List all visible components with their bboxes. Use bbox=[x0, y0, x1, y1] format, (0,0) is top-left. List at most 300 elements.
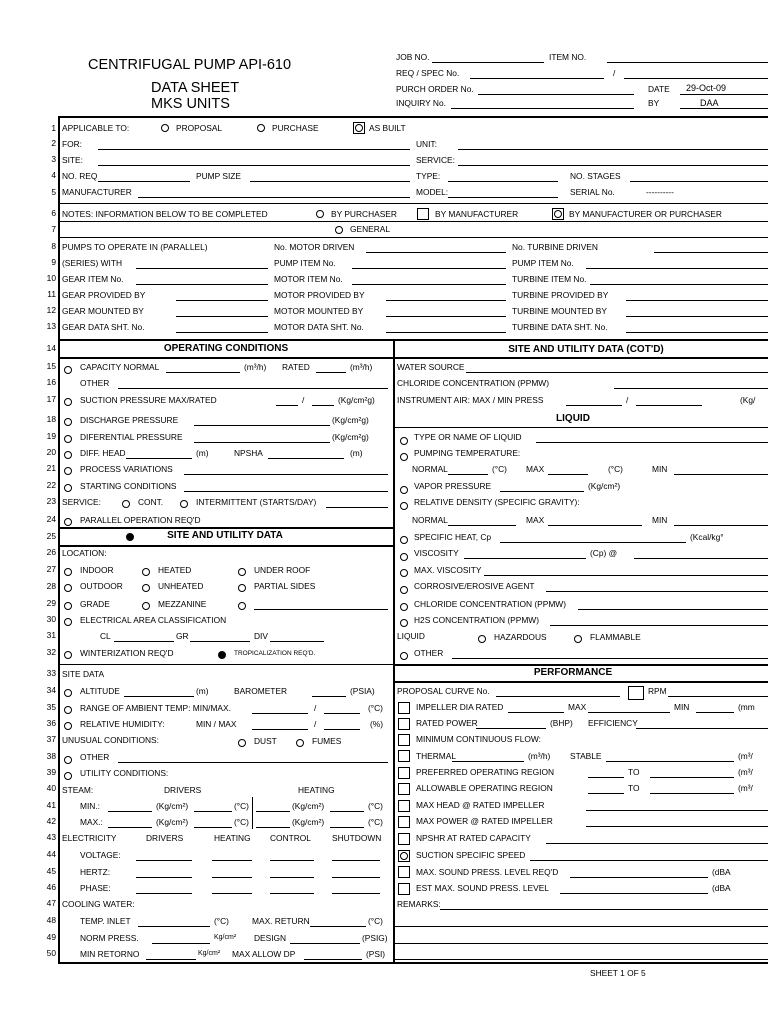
unit-label: UNIT: bbox=[416, 139, 437, 149]
max-power-label: MAX POWER @ RATED IMPELLER bbox=[416, 816, 553, 826]
line-number: 5 bbox=[51, 187, 56, 197]
m3h-unit: (m³/h) bbox=[244, 362, 267, 372]
gear-data-field[interactable] bbox=[176, 332, 268, 333]
vapor-pressure-radio[interactable] bbox=[400, 486, 408, 494]
inquiry-label: INQUIRY No. bbox=[396, 98, 446, 108]
line-number: 4 bbox=[51, 170, 56, 180]
degc-unit-r2: (°C) bbox=[608, 464, 623, 474]
max-density-field[interactable] bbox=[548, 525, 642, 526]
tropicalization-radio[interactable] bbox=[218, 651, 226, 659]
grade-radio[interactable] bbox=[64, 602, 72, 610]
proposal-curve-field[interactable] bbox=[496, 696, 620, 697]
heated-radio[interactable] bbox=[142, 568, 150, 576]
kgcm2g-unit: (Kg/cm²g) bbox=[338, 395, 375, 405]
normal-temp-field[interactable] bbox=[448, 474, 488, 475]
corrosive-field[interactable] bbox=[546, 591, 768, 592]
hertz-drivers-field[interactable] bbox=[136, 877, 192, 878]
utility-conditions-radio[interactable] bbox=[64, 772, 72, 780]
instrument-air-max-field[interactable] bbox=[566, 405, 622, 406]
rated-field[interactable] bbox=[316, 372, 346, 373]
viscosity-field[interactable] bbox=[464, 558, 586, 559]
site-field[interactable] bbox=[98, 165, 410, 166]
steam-min-driver-temp-field[interactable] bbox=[194, 811, 232, 812]
m3-unit-cut: (m³/ bbox=[738, 751, 753, 761]
discharge-pressure-radio[interactable] bbox=[64, 418, 72, 426]
steam-min-heat-temp-field[interactable] bbox=[330, 811, 364, 812]
h2s-radio[interactable] bbox=[400, 619, 408, 627]
hertz-shutdown-field[interactable] bbox=[332, 877, 380, 878]
phase-control-field[interactable] bbox=[270, 893, 314, 894]
proposal-radio[interactable] bbox=[161, 124, 169, 132]
gear-item-label: GEAR ITEM No. bbox=[62, 274, 124, 284]
specific-heat-label: SPECIFIC HEAT, Cp bbox=[414, 532, 492, 542]
range-ambient-min-field[interactable] bbox=[252, 713, 308, 714]
normal-density-field[interactable] bbox=[448, 525, 516, 526]
inquiry-field[interactable] bbox=[451, 108, 634, 109]
preferred-region-checkbox[interactable] bbox=[398, 767, 410, 779]
diff-head-field[interactable] bbox=[126, 458, 192, 459]
suction-pressure-max-field[interactable] bbox=[276, 405, 298, 406]
impeller-min-field[interactable] bbox=[696, 712, 734, 713]
remarks-line-2[interactable] bbox=[395, 926, 768, 927]
suction-specific-field[interactable] bbox=[530, 860, 768, 861]
impeller-max-label: MAX bbox=[568, 702, 587, 712]
electrical-area-radio[interactable] bbox=[64, 618, 72, 626]
kgcm2-unit-2: (Kg/cm²) bbox=[292, 801, 325, 811]
chloride-field[interactable] bbox=[614, 388, 768, 389]
line-number: 49 bbox=[46, 932, 56, 942]
remarks-line-3[interactable] bbox=[395, 943, 768, 944]
voltage-shutdown-field[interactable] bbox=[332, 860, 380, 861]
min-temp-field[interactable] bbox=[674, 474, 768, 475]
line-number: 39 bbox=[46, 767, 56, 777]
max-return-field[interactable] bbox=[310, 926, 366, 927]
req-spec-field[interactable] bbox=[470, 78, 604, 79]
relative-humidity-max-field[interactable] bbox=[324, 729, 360, 730]
req-spec-field-2[interactable] bbox=[624, 78, 768, 79]
motor-driven-field[interactable] bbox=[366, 252, 506, 253]
max-sound-label: MAX. SOUND PRESS. LEVEL REQ'D bbox=[416, 867, 559, 877]
differential-pressure-field[interactable] bbox=[194, 442, 330, 443]
date-label: DATE bbox=[648, 84, 670, 94]
est-sound-checkbox[interactable] bbox=[398, 883, 410, 895]
motor-provided-field[interactable] bbox=[386, 300, 506, 301]
line-number: 18 bbox=[46, 414, 56, 424]
cont-radio[interactable] bbox=[122, 500, 130, 508]
steam-drivers-label: DRIVERS bbox=[164, 785, 202, 795]
preferred-region-label: PREFERRED OPERATING REGION bbox=[416, 767, 555, 777]
gr-field[interactable] bbox=[190, 641, 250, 642]
serial-no-value[interactable]: ---------- bbox=[646, 187, 674, 197]
design-field[interactable] bbox=[290, 943, 360, 944]
m3-unit-cut-3: (m³/ bbox=[738, 783, 753, 793]
relative-density-radio[interactable] bbox=[400, 502, 408, 510]
corrosive-label: CORROSIVE/EROSIVE AGENT bbox=[414, 581, 535, 591]
max-temp-field[interactable] bbox=[548, 474, 588, 475]
line-number: 33 bbox=[46, 668, 56, 678]
line-number: 48 bbox=[46, 915, 56, 925]
remarks-line-1[interactable] bbox=[440, 909, 768, 910]
item-no-field[interactable] bbox=[607, 62, 768, 63]
impeller-min-label: MIN bbox=[674, 702, 690, 712]
stable-field[interactable] bbox=[606, 761, 734, 762]
diff-head-radio[interactable] bbox=[64, 451, 72, 459]
max-viscosity-label: MAX. VISCOSITY bbox=[414, 565, 482, 575]
electricity-drivers-label: DRIVERS bbox=[146, 833, 184, 843]
div-field[interactable] bbox=[270, 641, 324, 642]
fumes-radio[interactable] bbox=[296, 739, 304, 747]
partial-sides-label: PARTIAL SIDES bbox=[254, 581, 316, 591]
manufacturer-field[interactable] bbox=[138, 197, 410, 198]
other-unusual-radio[interactable] bbox=[64, 756, 72, 764]
pump-item-field[interactable] bbox=[352, 268, 506, 269]
no-req-field[interactable] bbox=[98, 181, 190, 182]
motor-provided-label: MOTOR PROVIDED BY bbox=[274, 290, 365, 300]
rpm-checkbox[interactable] bbox=[628, 686, 644, 700]
normal-label: NORMAL bbox=[412, 464, 448, 474]
npsha-field[interactable] bbox=[268, 458, 344, 459]
form-units: MKS UNITS bbox=[151, 96, 230, 112]
allowable-to-field[interactable] bbox=[650, 793, 734, 794]
thermal-checkbox[interactable] bbox=[398, 750, 410, 762]
unit-field[interactable] bbox=[458, 149, 768, 150]
as-built-label: AS BUILT bbox=[369, 123, 406, 133]
impeller-dia-checkbox[interactable] bbox=[398, 702, 410, 714]
min-retorno-field[interactable] bbox=[146, 959, 196, 960]
starts-per-day-field[interactable] bbox=[326, 507, 388, 508]
rpm-field[interactable] bbox=[668, 696, 768, 697]
max-label: MAX bbox=[526, 464, 545, 474]
preferred-from-field[interactable] bbox=[588, 777, 624, 778]
capacity-normal-label: CAPACITY NORMAL bbox=[80, 362, 160, 372]
max-viscosity-radio[interactable] bbox=[400, 569, 408, 577]
other-location-field[interactable] bbox=[254, 609, 388, 610]
cl-label: CL bbox=[100, 631, 111, 641]
serial-no-label: SERIAL No. bbox=[570, 187, 615, 197]
electricity-heating-label: HEATING bbox=[214, 833, 251, 843]
viscosity-temp-field[interactable] bbox=[634, 558, 768, 559]
pumping-temp-radio[interactable] bbox=[400, 453, 408, 461]
motor-mounted-field[interactable] bbox=[386, 316, 506, 317]
for-field[interactable] bbox=[98, 149, 410, 150]
steam-min-heat-press-field[interactable] bbox=[256, 811, 290, 812]
line-number: 2 bbox=[51, 138, 56, 148]
hertz-label: HERTZ: bbox=[80, 867, 111, 877]
hertz-control-field[interactable] bbox=[270, 877, 314, 878]
min-density-field[interactable] bbox=[674, 525, 768, 526]
unheated-radio[interactable] bbox=[142, 584, 150, 592]
thermal-label: THERMAL bbox=[416, 751, 457, 761]
other-field[interactable] bbox=[118, 388, 388, 389]
temp-inlet-label: TEMP. INLET bbox=[80, 916, 131, 926]
partial-sides-radio[interactable] bbox=[238, 584, 246, 592]
chloride-radio-2[interactable] bbox=[400, 603, 408, 611]
motor-data-field[interactable] bbox=[386, 332, 506, 333]
pumps-parallel-label: PUMPS TO OPERATE IN (PARALLEL) bbox=[62, 242, 208, 252]
motor-mounted-label: MOTOR MOUNTED BY bbox=[274, 306, 364, 316]
turbine-provided-field[interactable] bbox=[626, 300, 768, 301]
suction-specific-checkbox[interactable] bbox=[398, 850, 410, 862]
phase-heating-field[interactable] bbox=[212, 893, 252, 894]
intermittent-radio[interactable] bbox=[180, 500, 188, 508]
cl-field[interactable] bbox=[114, 641, 174, 642]
notes-label: NOTES: INFORMATION BELOW TO BE COMPLETED bbox=[62, 209, 268, 219]
site-utility-header: SITE AND UTILITY DATA bbox=[167, 530, 283, 541]
steam-max-heat-press-field[interactable] bbox=[256, 827, 290, 828]
service-label: SERVICE: bbox=[62, 497, 101, 507]
parallel-op-radio[interactable] bbox=[64, 518, 72, 526]
pump-size-label: PUMP SIZE bbox=[196, 171, 241, 181]
phase-label: PHASE: bbox=[80, 883, 111, 893]
steam-min-label: MIN.: bbox=[80, 801, 101, 811]
max-viscosity-field[interactable] bbox=[484, 575, 768, 576]
m3h-unit-r: (m³/h) bbox=[528, 751, 551, 761]
line-number: 16 bbox=[46, 377, 56, 387]
line-number: 42 bbox=[46, 816, 56, 826]
est-sound-label: EST MAX. SOUND PRESS. LEVEL bbox=[416, 883, 549, 893]
gear-provided-field[interactable] bbox=[176, 300, 268, 301]
max-sound-checkbox[interactable] bbox=[398, 866, 410, 878]
other-liquid-field[interactable] bbox=[452, 658, 768, 659]
bhp-unit: (BHP) bbox=[550, 718, 573, 728]
purch-order-field[interactable] bbox=[478, 94, 634, 95]
chloride-field-2[interactable] bbox=[578, 609, 768, 610]
indoor-radio[interactable] bbox=[64, 568, 72, 576]
capacity-normal-radio[interactable] bbox=[64, 366, 72, 374]
job-no-field[interactable] bbox=[432, 62, 544, 63]
relative-humidity-slash: / bbox=[314, 719, 317, 729]
parallel-op-label: PARALLEL OPERATION REQ'D bbox=[80, 515, 201, 525]
kgcm2-unit-4: (Kg/cm²) bbox=[292, 817, 325, 827]
range-ambient-radio[interactable] bbox=[64, 706, 72, 714]
turbine-driven-field[interactable] bbox=[654, 252, 768, 253]
range-ambient-max-field[interactable] bbox=[324, 713, 360, 714]
phase-drivers-field[interactable] bbox=[136, 893, 192, 894]
corrosive-radio[interactable] bbox=[400, 586, 408, 594]
turbine-provided-label: TURBINE PROVIDED BY bbox=[512, 290, 609, 300]
line-number: 32 bbox=[46, 647, 56, 657]
thermal-field[interactable] bbox=[452, 761, 524, 762]
relative-humidity-min-field[interactable] bbox=[252, 729, 308, 730]
specific-heat-field[interactable] bbox=[500, 542, 686, 543]
pump-item-label-2: PUMP ITEM No. bbox=[512, 258, 574, 268]
impeller-dia-rated-field[interactable] bbox=[508, 712, 564, 713]
turbine-mounted-field[interactable] bbox=[626, 316, 768, 317]
site-data-label: SITE DATA bbox=[62, 669, 105, 679]
other-unusual-field[interactable] bbox=[118, 762, 388, 763]
remarks-line-4[interactable] bbox=[395, 959, 768, 960]
mezzanine-radio[interactable] bbox=[142, 602, 150, 610]
line-number: 22 bbox=[46, 480, 56, 490]
by-purchaser-radio bbox=[316, 210, 324, 218]
temp-inlet-field[interactable] bbox=[138, 926, 210, 927]
water-source-field[interactable] bbox=[466, 372, 768, 373]
under-roof-radio[interactable] bbox=[238, 568, 246, 576]
rated-power-checkbox[interactable] bbox=[398, 718, 410, 730]
voltage-control-field[interactable] bbox=[270, 860, 314, 861]
steam-column-divider bbox=[252, 797, 253, 829]
instrument-air-slash: / bbox=[626, 395, 629, 405]
hazardous-radio[interactable] bbox=[478, 635, 486, 643]
by-underline bbox=[680, 108, 768, 109]
outdoor-label: OUTDOOR bbox=[80, 581, 123, 591]
type-field[interactable] bbox=[448, 181, 558, 182]
gear-item-field[interactable] bbox=[136, 284, 268, 285]
divider-performance bbox=[395, 681, 768, 683]
type-liquid-radio[interactable] bbox=[400, 437, 408, 445]
steam-max-driver-temp-field[interactable] bbox=[194, 827, 232, 828]
dba-unit-cut: (dBA bbox=[712, 867, 731, 877]
as-built-checkbox[interactable] bbox=[353, 122, 365, 134]
hertz-heating-field[interactable] bbox=[212, 877, 252, 878]
steam-label: STEAM: bbox=[62, 785, 94, 795]
discharge-pressure-label: DISCHARGE PRESSURE bbox=[80, 415, 179, 425]
other-location-radio[interactable] bbox=[238, 602, 246, 610]
other-unusual-label: OTHER bbox=[80, 752, 110, 762]
winterization-radio[interactable] bbox=[64, 651, 72, 659]
steam-max-driver-press-field[interactable] bbox=[108, 827, 152, 828]
suction-pressure-radio[interactable] bbox=[64, 398, 72, 406]
dust-radio[interactable] bbox=[238, 739, 246, 747]
phase-shutdown-field[interactable] bbox=[332, 893, 380, 894]
series-with-field[interactable] bbox=[136, 268, 268, 269]
process-variations-field[interactable] bbox=[184, 474, 388, 475]
h2s-label: H2S CONCENTRATION (PPMW) bbox=[414, 615, 540, 625]
capacity-normal-field[interactable] bbox=[166, 372, 240, 373]
steam-max-label: MAX.: bbox=[80, 817, 103, 827]
max-sound-field[interactable] bbox=[570, 877, 708, 878]
impeller-max-field[interactable] bbox=[588, 712, 670, 713]
starting-conditions-field[interactable] bbox=[184, 491, 388, 492]
instrument-air-min-field[interactable] bbox=[636, 405, 702, 406]
range-ambient-slash: / bbox=[314, 703, 317, 713]
max-power-checkbox[interactable] bbox=[398, 816, 410, 828]
npsha-label: NPSHA bbox=[234, 448, 263, 458]
electricity-label: ELECTRICITY bbox=[62, 833, 117, 843]
norm-press-field[interactable] bbox=[152, 943, 210, 944]
degc-unit-4: (°C) bbox=[234, 817, 249, 827]
pump-size-field[interactable] bbox=[250, 181, 410, 182]
max-allow-dp-label: MAX ALLOW DP bbox=[232, 949, 296, 959]
flammable-radio[interactable] bbox=[574, 635, 582, 643]
allowable-from-field[interactable] bbox=[588, 793, 624, 794]
process-variations-radio[interactable] bbox=[64, 467, 72, 475]
voltage-drivers-field[interactable] bbox=[136, 860, 192, 861]
suction-pressure-label: SUCTION PRESSURE MAX/RATED bbox=[80, 395, 217, 405]
barometer-field[interactable] bbox=[312, 696, 346, 697]
preferred-to-field[interactable] bbox=[650, 777, 734, 778]
no-stages-field[interactable] bbox=[630, 181, 768, 182]
unusual-conditions-label: UNUSUAL CONDITIONS: bbox=[62, 735, 159, 745]
line-number: 15 bbox=[46, 361, 56, 371]
efficiency-field[interactable] bbox=[636, 728, 768, 729]
steam-min-driver-press-field[interactable] bbox=[108, 811, 152, 812]
max-head-field[interactable] bbox=[586, 810, 768, 811]
gr-label: GR bbox=[176, 631, 189, 641]
div-label: DIV bbox=[254, 631, 268, 641]
type-liquid-field[interactable] bbox=[536, 442, 768, 443]
rated-power-field[interactable] bbox=[476, 728, 546, 729]
by-value[interactable]: DAA bbox=[700, 98, 719, 108]
outdoor-radio[interactable] bbox=[64, 584, 72, 592]
degc-unit-2: (°C) bbox=[234, 801, 249, 811]
by-mfr-or-purch-label: BY MANUFACTURER OR PURCHASER bbox=[569, 209, 722, 219]
gear-provided-label: GEAR PROVIDED BY bbox=[62, 290, 146, 300]
est-sound-field[interactable] bbox=[560, 893, 708, 894]
norm-press-label: NORM PRESS. bbox=[80, 933, 139, 943]
viscosity-radio[interactable] bbox=[400, 553, 408, 561]
voltage-heating-field[interactable] bbox=[212, 860, 252, 861]
by-purchaser-label: BY PURCHASER bbox=[331, 209, 397, 219]
line-number: 26 bbox=[46, 547, 56, 557]
impeller-dia-label: IMPELLER DIA RATED bbox=[416, 702, 504, 712]
npshr-field[interactable] bbox=[546, 843, 768, 844]
viscosity-label: VISCOSITY bbox=[414, 548, 459, 558]
turbine-data-field[interactable] bbox=[626, 332, 768, 333]
kgcm2-unit-3: (Kg/cm²) bbox=[156, 817, 189, 827]
divider-liquid bbox=[395, 427, 768, 428]
electrical-area-label: ELECTRICAL AREA CLASSIFICATION bbox=[80, 615, 227, 625]
vapor-pressure-field[interactable] bbox=[500, 491, 584, 492]
by-manufacturer-checkbox bbox=[417, 208, 429, 220]
h2s-field[interactable] bbox=[550, 625, 768, 626]
other-liquid-radio[interactable] bbox=[400, 652, 408, 660]
starting-conditions-radio[interactable] bbox=[64, 484, 72, 492]
max-head-checkbox[interactable] bbox=[398, 800, 410, 812]
turbine-item-field[interactable] bbox=[590, 284, 768, 285]
service-field[interactable] bbox=[458, 165, 768, 166]
max-allow-dp-field[interactable] bbox=[304, 959, 362, 960]
general-radio bbox=[335, 226, 343, 234]
gear-mounted-field[interactable] bbox=[176, 316, 268, 317]
steam-max-heat-temp-field[interactable] bbox=[330, 827, 364, 828]
relative-humidity-radio[interactable] bbox=[64, 722, 72, 730]
kgcm2g-unit-2: (Kg/cm²g) bbox=[332, 415, 369, 425]
line-number: 25 bbox=[46, 531, 56, 541]
mezzanine-label: MEZZANINE bbox=[158, 599, 207, 609]
purchase-radio[interactable] bbox=[257, 124, 265, 132]
divider-row5 bbox=[58, 203, 768, 204]
npshr-checkbox[interactable] bbox=[398, 833, 410, 845]
mm-unit-cut: (mm bbox=[738, 702, 755, 712]
motor-item-label: MOTOR ITEM No. bbox=[274, 274, 343, 284]
line-number: 34 bbox=[46, 685, 56, 695]
pumping-temp-label: PUMPING TEMPERATURE: bbox=[414, 448, 521, 458]
by-manufacturer-label: BY MANUFACTURER bbox=[435, 209, 519, 219]
allowable-region-checkbox[interactable] bbox=[398, 783, 410, 795]
min-cont-flow-checkbox[interactable] bbox=[398, 734, 410, 746]
max-power-field[interactable] bbox=[586, 826, 768, 827]
discharge-pressure-field[interactable] bbox=[194, 425, 330, 426]
kgcm2-unit-5: Kg/cm² bbox=[214, 934, 237, 941]
dba-unit-cut-2: (dBA bbox=[712, 883, 731, 893]
min-label-2: MIN bbox=[652, 515, 668, 525]
altitude-field[interactable] bbox=[124, 696, 194, 697]
motor-driven-label: No. MOTOR DRIVEN bbox=[274, 242, 355, 252]
differential-pressure-radio[interactable] bbox=[64, 435, 72, 443]
diff-head-label: DIFF. HEAD bbox=[80, 448, 126, 458]
suction-pressure-rated-field[interactable] bbox=[312, 405, 334, 406]
efficiency-label: EFFICIENCY bbox=[588, 718, 638, 728]
motor-item-field[interactable] bbox=[352, 284, 506, 285]
performance-header: PERFORMANCE bbox=[533, 667, 613, 678]
altitude-radio[interactable] bbox=[64, 689, 72, 697]
line-number: 9 bbox=[51, 257, 56, 267]
model-field[interactable] bbox=[448, 197, 558, 198]
specific-heat-radio[interactable] bbox=[400, 536, 408, 544]
date-value[interactable]: 29-Oct-09 bbox=[686, 83, 727, 93]
pump-item-field-2[interactable] bbox=[586, 268, 768, 269]
